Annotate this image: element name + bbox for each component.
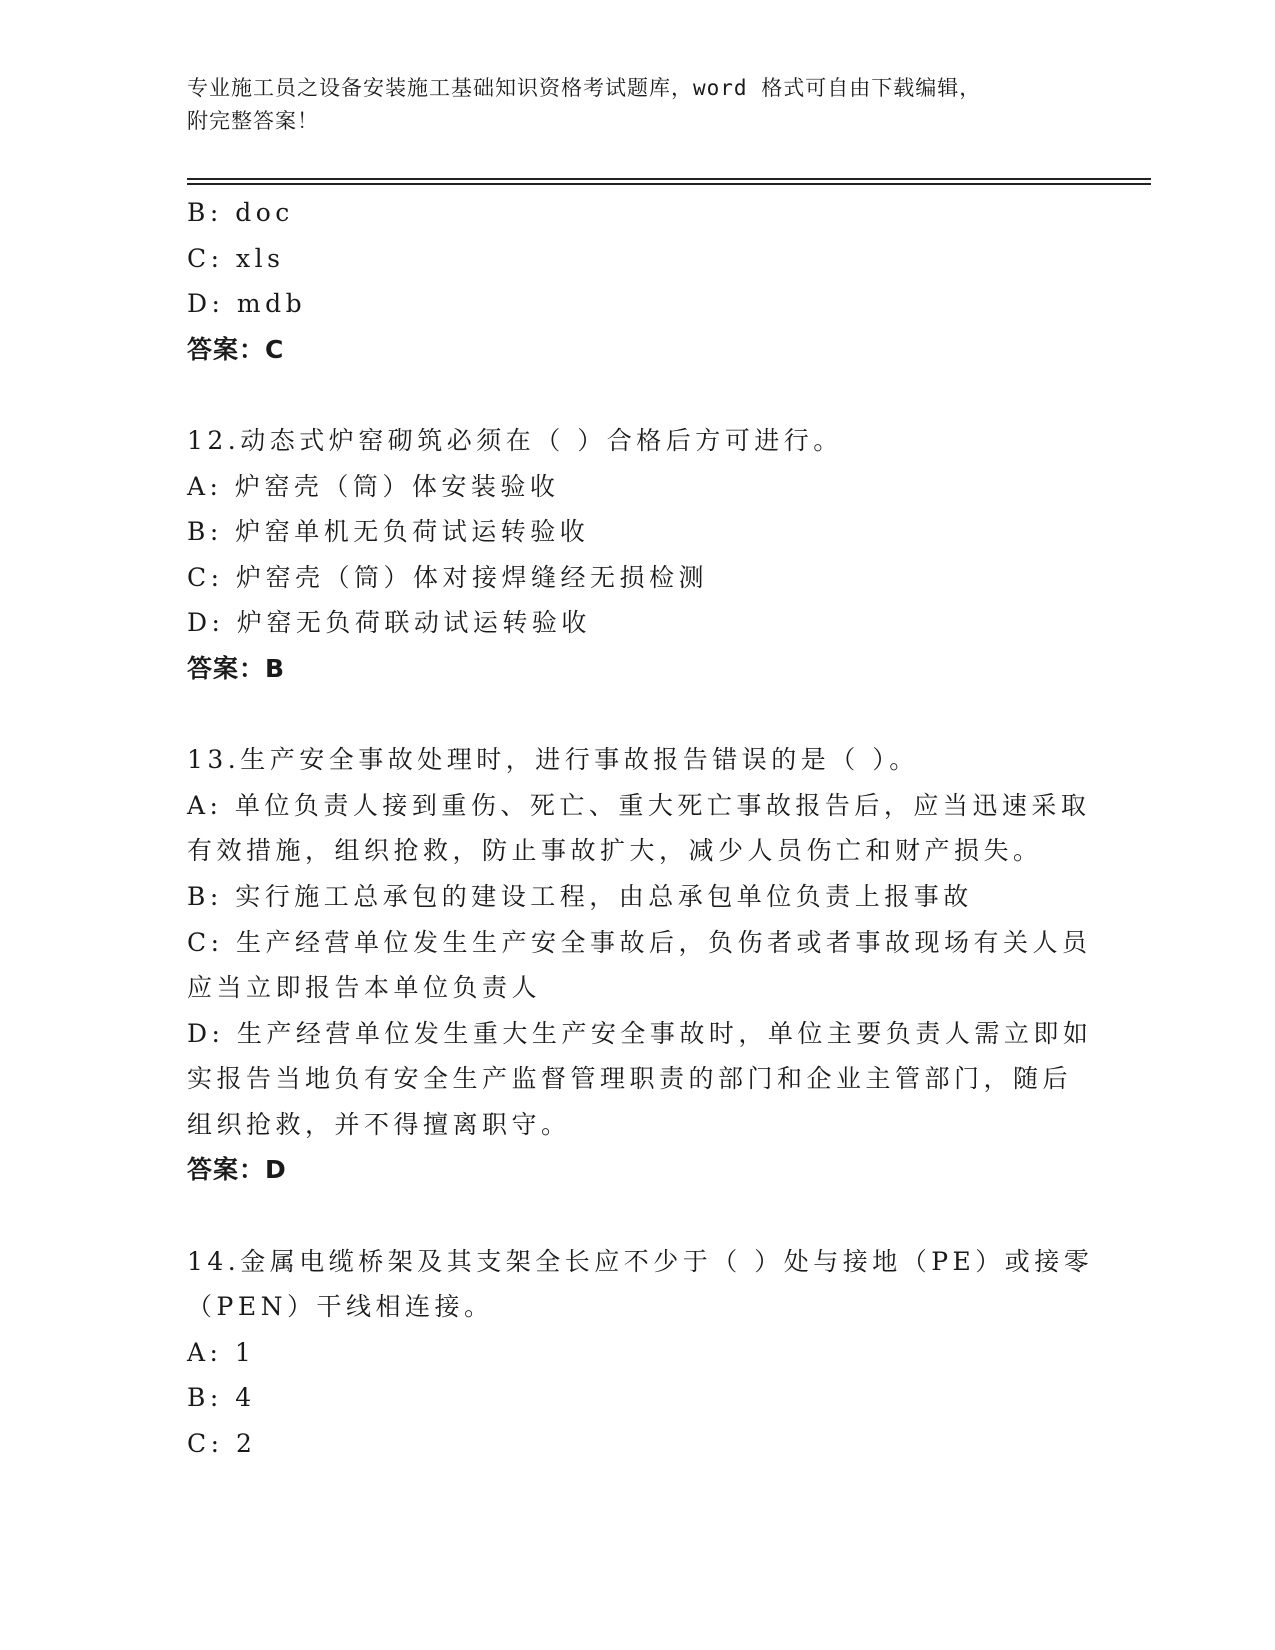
q13-question: 13.生产安全事故处理时，进行事故报告错误的是（ ）。 [187, 745, 919, 775]
spacer [187, 372, 1087, 418]
q14-question-line-2: （PEN）干线相连接。 [187, 1292, 494, 1322]
q13-answer: 答案：D [187, 1155, 287, 1185]
q12-option-c: C: 炉窑壳（筒）体对接焊缝经无损检测 [187, 562, 708, 592]
q11-option-d: D: mdb [187, 289, 307, 319]
q13-line: 有效措施，组织抢救，防止事故扩大，减少人员伤亡和财产损失。 [187, 836, 1043, 866]
header-rule-top [187, 178, 1151, 180]
header-line-1: 专业施工员之设备安装施工基础知识资格考试题库，word 格式可自由下载编辑， [187, 76, 982, 100]
q13-line: 实报告当地负有安全生产监督管理职责的部门和企业主管部门，随后 [187, 1064, 1073, 1094]
q12-option-a: A: 炉窑壳（筒）体安装验收 [187, 471, 560, 501]
q13-line: A: 单位负责人接到重伤、死亡、重大死亡事故报告后，应当迅速采取 [187, 790, 1091, 820]
q11-option-b: B: doc [187, 198, 294, 227]
spacer [187, 692, 1087, 738]
q12-question: 12.动态式炉窑砌筑必须在（ ）合格后方可进行。 [187, 425, 843, 455]
q14-option-a: A: 1 [187, 1337, 256, 1367]
q12-option-b: B: 炉窑单机无负荷试运转验收 [187, 517, 590, 547]
q12-option-d: D: 炉窑无负荷联动试运转验收 [187, 608, 591, 638]
q14-option-c: C: 2 [187, 1429, 257, 1459]
q12-answer: 答案：B [187, 653, 286, 683]
q14-option-b: B: 4 [187, 1383, 256, 1413]
q11-answer: 答案：C [187, 334, 285, 364]
q13-line: D: 生产经营单位发生重大生产安全事故时，单位主要负责人需立即如 [187, 1018, 1093, 1048]
q13-line: C: 生产经营单位发生生产安全事故后，负伤者或者事故现场有关人员 [187, 927, 1092, 957]
q13-line: 组织抢救，并不得擅离职守。 [187, 1109, 571, 1139]
q13-line: 应当立即报告本单位负责人 [187, 973, 542, 1003]
q11-option-c: C: xls [187, 243, 285, 273]
header-rule-bottom [187, 183, 1151, 185]
q13-line: B: 实行施工总承包的建设工程，由总承包单位负责上报事故 [187, 881, 973, 911]
q14-question-line-1: 14.金属电缆桥架及其支架全长应不少于（ ）处与接地（PE）或接零 [187, 1246, 1094, 1276]
question-content [187, 190, 1094, 1467]
spacer [187, 1193, 1087, 1239]
header-line-2: 附完整答案！ [187, 109, 319, 133]
page-header [187, 72, 1087, 138]
